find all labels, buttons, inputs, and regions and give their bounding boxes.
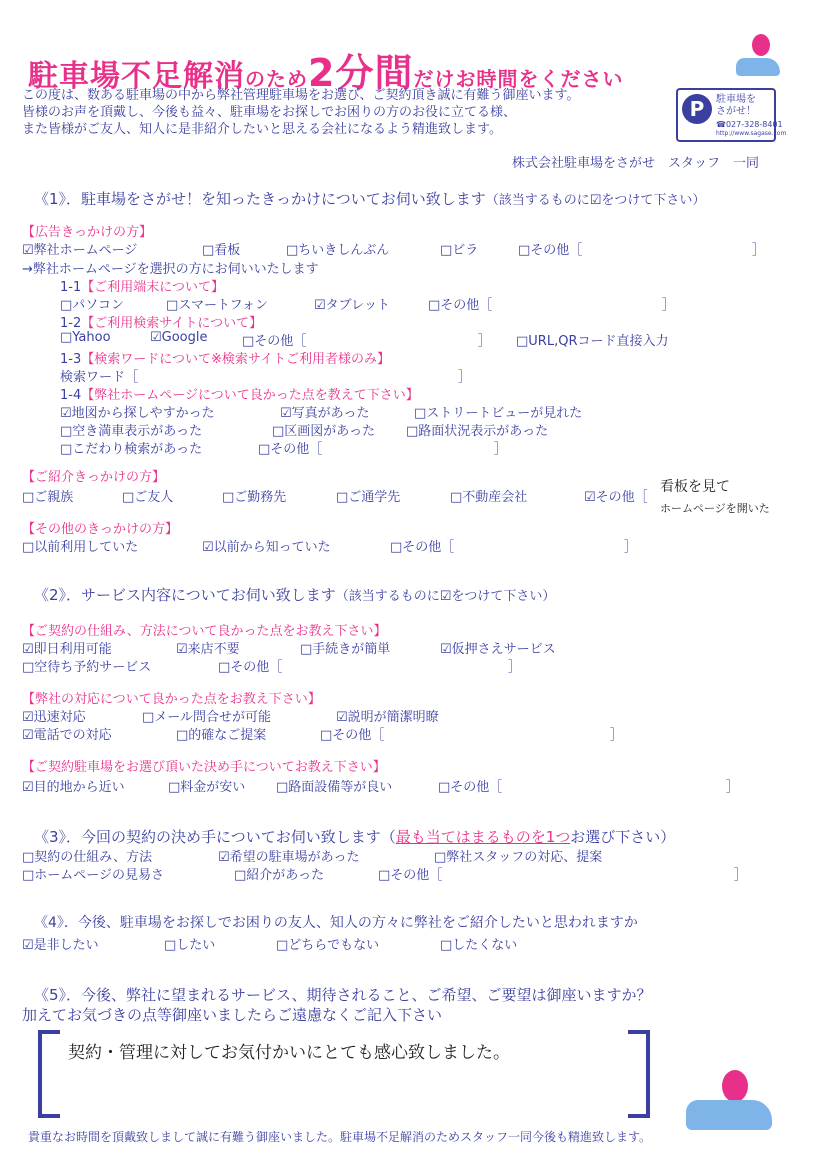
logo-phone: ☎027-328-8401 [716, 120, 783, 129]
title-part: お時間をください [455, 67, 624, 91]
checkbox-option[interactable]: □どちらでもない [276, 938, 380, 953]
company-signature: 株式会社駐車場をさがせ スタッフ 一同 [512, 156, 760, 171]
q3-title-end: お選び下さい） [570, 828, 676, 846]
checkbox-option[interactable]: □看板 [202, 243, 241, 258]
checkbox-option[interactable]: □その他［ [258, 442, 323, 457]
decision-label: 【ご契約駐車場をお選び頂いた決め手についてお教え下さい】 [22, 760, 386, 775]
bracket-close: ］ [458, 370, 472, 385]
checkbox-option[interactable]: ☑迅速対応 [22, 710, 86, 725]
checkbox-option[interactable]: ☑希望の駐車場があった [218, 850, 360, 865]
sub-label: 【ご利用検索サイトについて】 [81, 316, 263, 331]
q4-title: 《4》．今後、駐車場をお探しでお困りの友人、知人の方々に弊社をご紹介したいと思われますか [34, 915, 638, 931]
checkbox-option[interactable]: ☑目的地から近い [22, 780, 125, 795]
mascot-icon [722, 1070, 748, 1102]
handwritten-answer: ホームページを開いた [660, 502, 770, 515]
checkbox-option[interactable]: □路面状況表示があった [406, 424, 549, 439]
checkbox-option[interactable]: □ストリートビューが見れた [414, 406, 583, 421]
checkbox-option[interactable]: □したくない [440, 938, 518, 953]
car-icon [686, 1100, 772, 1130]
other-label: 【その他のきっかけの方】 [22, 522, 179, 537]
logo-text-line: 駐車場を [716, 94, 756, 105]
sub-number: 1-2 [60, 316, 82, 331]
checkbox-option[interactable]: □その他［ [390, 540, 455, 555]
title-part: のため [245, 67, 308, 91]
hp-followup: →弊社ホームページを選択の方にお伺いいたします [22, 262, 319, 277]
checkbox-option[interactable]: □その他［ [218, 660, 283, 675]
bracket-close: ］ [624, 540, 638, 555]
q5-title: 《5》．今後、弊社に望まれるサービス、期待されること、ご希望、ご要望は御座いますか？ [34, 986, 652, 1004]
search-word-field[interactable]: 検索ワード［ [60, 370, 139, 385]
checkbox-option[interactable]: ☑電話での対応 [22, 728, 112, 743]
title-part: 駐車場不足解消 [28, 59, 245, 94]
sub-number: 1-3 [60, 352, 82, 367]
bracket-close: ］ [478, 334, 492, 349]
checkbox-option[interactable]: □ご勤務先 [222, 490, 287, 505]
checkbox-option[interactable]: ☑タブレット [314, 298, 391, 313]
q3-title-emphasis: 最も当てはまるものを1つ [395, 828, 571, 846]
checkbox-option[interactable]: □的確なご提案 [176, 728, 267, 743]
q2-title-text: 《2》．サービス内容についてお伺い致します [34, 586, 336, 604]
bracket-close: ］ [734, 868, 748, 883]
bracket-close: ］ [726, 780, 740, 795]
title-part: 2分間 [308, 51, 414, 95]
logo-text [716, 94, 756, 118]
sub-heading [60, 276, 224, 295]
checkbox-option[interactable]: □その他［ [320, 728, 385, 743]
q3-title [34, 826, 675, 847]
intro-line: また皆様がご友人、知人に是非紹介したいと思える会社になるよう精進致します。 [22, 122, 502, 137]
car-icon [736, 58, 780, 76]
checkbox-option[interactable]: □ホームページの見易さ [22, 868, 165, 883]
handwritten-answer: 看板を見て [660, 479, 730, 495]
checkbox-option[interactable]: ☑仮押さえサービス [440, 642, 556, 657]
checkbox-option[interactable]: ☑Google [150, 330, 208, 345]
sub-label: 【弊社ホームページについて良かった点を教えて下さい】 [81, 388, 419, 403]
checkbox-option[interactable]: □弊社スタッフの対応、提案 [434, 850, 603, 865]
title-part: だけ [413, 67, 456, 91]
q2-title [34, 584, 555, 605]
checkbox-option[interactable]: □こだわり検索があった [60, 442, 203, 457]
checkbox-option[interactable]: □その他［ [378, 868, 443, 883]
checkbox-option[interactable]: □路面設備等が良い [276, 780, 393, 795]
sub-heading [60, 384, 419, 403]
answer-bracket-left [38, 1030, 60, 1118]
sub-heading [60, 348, 390, 367]
intro-line: 皆様のお声を頂戴し、今後も益々、駐車場をお探しでお困りの方のお役に立てる様、 [22, 105, 517, 120]
logo-text-line: さがせ！ [716, 106, 756, 117]
footer-thanks: 貴重なお時間を頂戴致しまして誠に有難う御座いました。駐車場不足解消のためスタッフ一同今後も精進致します。 [28, 1130, 652, 1144]
logo-url: http://www.sagase.com [716, 130, 787, 137]
parking-logo-icon: P [682, 94, 712, 124]
intro-line: この度は、数ある駐車場の中から弊社管理駐車場をお選び、ご契約頂き誠に有難う御座います。 [22, 88, 580, 103]
checkbox-option[interactable]: □メール問合せが可能 [142, 710, 272, 725]
q1-title [34, 188, 705, 209]
intro-label: 【ご紹介きっかけの方】 [22, 470, 166, 485]
contract-label: 【ご契約の仕組み、方法について良かった点をお教え下さい】 [22, 624, 387, 639]
bracket-close: ］ [610, 728, 624, 743]
mascot-icon [752, 34, 770, 56]
checkbox-option[interactable]: ☑説明が簡潔明瞭 [336, 710, 439, 725]
checkbox-option[interactable]: ☑来店不要 [176, 642, 240, 657]
response-label: 【弊社の対応について良かった点をお教え下さい】 [22, 692, 321, 707]
checkbox-option[interactable]: □その他［ [438, 780, 503, 795]
sub-heading [60, 312, 262, 331]
sub-label: 【検索ワードについて※検索サイトご利用者様のみ】 [81, 352, 390, 367]
checkbox-option[interactable]: □その他［ [518, 243, 583, 258]
checkbox-option[interactable]: ☑以前から知っていた [202, 540, 331, 555]
checkbox-option[interactable]: □URL,QRコード直接入力 [516, 334, 669, 349]
q3-title-text: 《3》．今回の契約の決め手についてお伺い致します（ [34, 828, 396, 846]
company-logo [676, 88, 787, 142]
bracket-close: ］ [752, 243, 766, 258]
sub-number: 1-4 [60, 388, 82, 403]
checkbox-option[interactable]: □ご通学先 [336, 490, 401, 505]
checkbox-option[interactable]: □その他［ [242, 334, 307, 349]
checkbox-option[interactable]: ☑弊社ホームページ [22, 243, 138, 258]
checkbox-option[interactable]: □したい [164, 938, 216, 953]
checkbox-option[interactable]: ☑その他［ [584, 490, 648, 505]
sub-number: 1-1 [60, 280, 82, 295]
checkbox-option[interactable]: ☑写真があった [280, 406, 370, 421]
checkbox-option[interactable]: □紹介があった [234, 868, 325, 883]
sub-label: 【ご利用端末について】 [81, 280, 224, 295]
checkbox-option[interactable]: □ご友人 [122, 490, 174, 505]
checkbox-option[interactable]: □ちいきしんぶん [286, 243, 390, 258]
checkbox-option[interactable]: □契約の仕組み、方法 [22, 850, 153, 865]
checkbox-option[interactable]: □パソコン [60, 298, 125, 313]
checkbox-option[interactable]: □以前利用していた [22, 540, 139, 555]
answer-bracket-right [628, 1030, 650, 1118]
ad-label: 【広告きっかけの方】 [22, 225, 153, 240]
checkbox-option[interactable]: ☑地図から探しやすかった [60, 406, 215, 421]
handwritten-comment[interactable]: 契約・管理に対してお気付かいにとても感心致しました。 [68, 1043, 510, 1063]
checkbox-option[interactable]: □不動産会社 [450, 490, 528, 505]
bracket-close: ］ [494, 442, 508, 457]
checkbox-option[interactable]: □ビラ [440, 243, 479, 258]
checkbox-option[interactable]: □手続きが簡単 [300, 642, 391, 657]
q1-title-text: 《1》．駐車場をさがせ！を知ったきっかけについてお伺い致します [34, 190, 486, 208]
bracket-close: ］ [508, 660, 522, 675]
checkbox-option[interactable]: □空待ち予約サービス [22, 660, 152, 675]
q5-subtitle: 加えてお気づきの点等御座いましたらご遠慮なくご記入下さい [22, 1006, 443, 1024]
bracket-close: ］ [662, 298, 676, 313]
checkbox-option[interactable]: □料金が安い [168, 780, 246, 795]
checkbox-option[interactable]: □ご親族 [22, 490, 74, 505]
checkbox-option[interactable]: □その他［ [428, 298, 493, 313]
checkbox-option[interactable]: □Yahoo [60, 330, 111, 345]
checkbox-option[interactable]: □スマートフォン [166, 298, 268, 313]
checkbox-option[interactable]: □区画図があった [272, 424, 376, 439]
checkbox-option[interactable]: □空き満車表示があった [60, 424, 203, 439]
q2-note: （該当するものに☑をつけて下さい） [335, 589, 556, 604]
checkbox-option[interactable]: ☑是非したい [22, 938, 99, 953]
checkbox-option[interactable]: ☑即日利用可能 [22, 642, 112, 657]
q1-note: （該当するものに☑をつけて下さい） [485, 193, 706, 208]
